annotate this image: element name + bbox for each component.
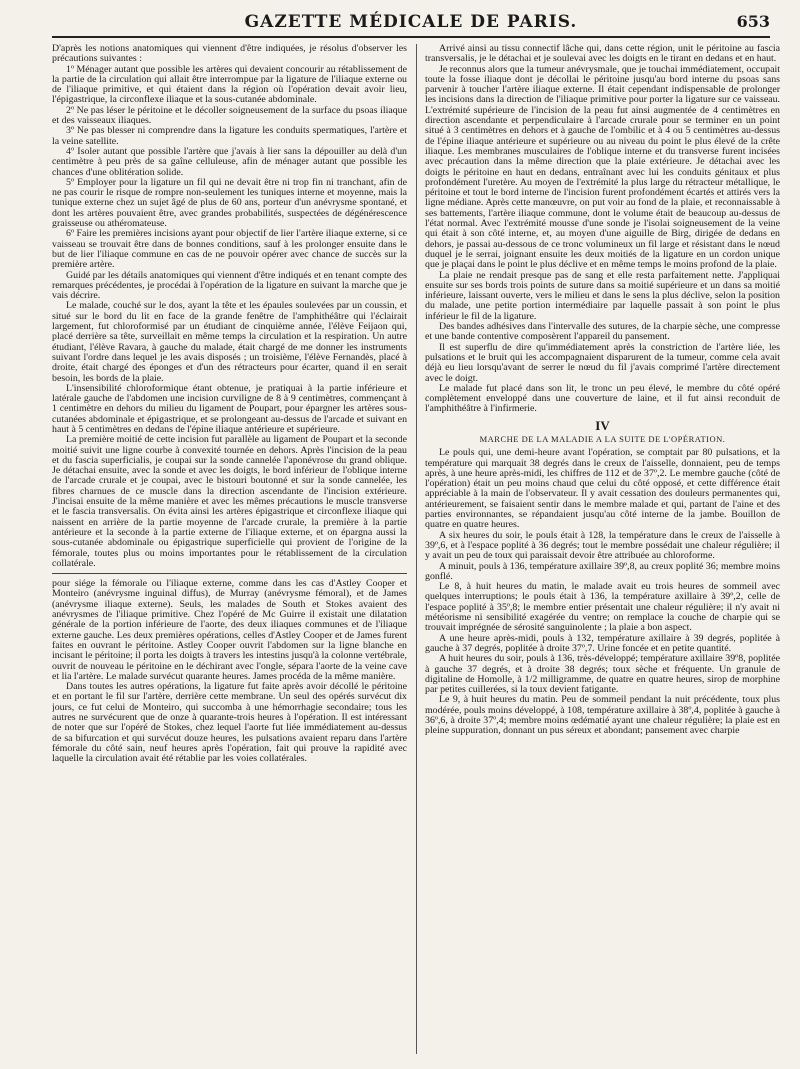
section-number: IV bbox=[595, 417, 610, 433]
right-column bbox=[425, 44, 780, 1054]
paragraph: 1º Ménager autant que possible les artères qui devaient concourir au rétablissement de la partie de la circulation qui allait être interrompue par la ligature de l'iliaque externe ou de l'iliaque primitive, et qui étaient dans la région où l'opération devait avoir lieu, l'épigastrique, la circonflexe iliaque et la sous-cutanée abdominale. bbox=[52, 63, 407, 106]
paragraph: D'après les notions anatomiques qui viennent d'être indiquées, je résolus d'observer les précautions suivantes : bbox=[52, 44, 407, 65]
paragraph: Le pouls qui, une demi-heure avant l'opération, se comptait par 80 pulsations, et la température qui marquait 38 degrés dans le creux de l'aisselle, donnaient, peu de temps après, à une heure après-midi, les chiffres de 112 et de 37º,2. Le membre gauche (côté de l'opération) était un peu moins chaud que celui du côté opposé, et cette différence était appréciable à la main de l'observateur. Il y avait cessation des douleurs permanentes qui, antérieurement, se faisaient sentir dans le membre malade et qui, partant de l'aine et des parties environnantes, se répandaient jusqu'au côté interne de la jambe. Bouillon de quatre en quatre heures. bbox=[425, 447, 780, 531]
left-upper-text bbox=[52, 44, 407, 569]
paragraph: Guidé par les détails anatomiques qui viennent d'être indiqués et en tenant compte des remarques précédentes, je procédai à l'opération de la ligature en suivant la marche que je vais décrire. bbox=[52, 269, 407, 302]
paragraph: Le 8, à huit heures du matin, le malade avait eu trois heures de sommeil avec quelques interruptions; le pouls était à 136, la température axillaire à 39º,2, celle de l'espace poplité à 35º,8; le membre entier présentait une chaleur régulière; il n'y avait ni météorisme ni sensibilité exagérée du ventre; on remplace la couche de charpie qui se trouvait imprégnée de sérosité sanguinolente ; la plaie a bon aspect. bbox=[425, 581, 780, 634]
paragraph: A six heures du soir, le pouls était à 128, la température dans le creux de l'aisselle à 39º,6, et à l'espace poplité à 36 degrés; tout le membre possédait une chaleur régulière; il y avait un peu de toux qui paraissait devoir être attribuée au chloroforme. bbox=[425, 529, 780, 562]
paragraph: A huit heures du soir, pouls à 136, très-développé; température axillaire 39º8, poplitée à gauche 37 degrés, et à droite 38 degrés; toux sèche et fréquente. Un granule de digitaline de Homolle, à 1/2 milligramme, de quatre en quatre heures, sirop de morphine par petites cuillerées, si la toux devient fatigante. bbox=[425, 653, 780, 696]
paragraph: Le malade fut placé dans son lit, le tronc un peu élevé, le membre du côté opéré complètement enveloppé dans une couverture de laine, et il fut ainsi reconduit de l'amphithéâtre à l'infirmerie. bbox=[425, 382, 780, 415]
journal-title: GAZETTE MÉDICALE DE PARIS. bbox=[244, 12, 578, 32]
paragraph: Le malade, couché sur le dos, ayant la tête et les épaules soulevées par un coussin, et situé sur le bord du lit en face de la grande fenêtre de l'amphithéâtre qui l'éclairait largement, fut chloroformisé par un étudiant de cinquième année, l'élève Feijaon qui, placé derrière sa tête, surveillait en même temps la circulation et la respiration. Un autre étudiant, l'élève Ravara, à gauche du malade, était chargé de me donner les instruments suivant l'ordre dans lequel je les avais disposés ; un troisième, l'élève Fernandès, placé à droite, était chargé des éponges et d'un des rétracteurs pour écarter, quand il en serait besoin, les bords de la plaie. bbox=[52, 300, 407, 384]
column-divider bbox=[52, 573, 407, 574]
paragraph: La plaie ne rendait presque pas de sang et elle resta parfaitement nette. J'appliquai ensuite sur ses bords trois points de suture dans sa moitié supérieure et un dans sa moitié inférieure, laissant ouverte, vers le milieu et dans le sens la plus déclive, selon la position du malade, une petite portion intermédiaire par laquelle passait à son point le plus inférieur le fil de la ligature. bbox=[425, 269, 780, 322]
paragraph: 3º Ne pas blesser ni comprendre dans la ligature les conduits spermatiques, l'artère et la veine satellite. bbox=[52, 125, 407, 147]
paragraph: Il est superflu de dire qu'immédiatement après la constriction de l'artère liée, les pulsations et le bruit qui les accompagnaient disparurent de la tumeur, comme cela avait déjà eu lieu lorsqu'avant de serrer le nœud du fil j'avais comprimé l'artère directement avec le doigt. bbox=[425, 341, 780, 384]
paragraph: Le 9, à huit heures du matin. Peu de sommeil pendant la nuit précédente, toux plus modérée, pouls moins développé, à 108, température axillaire à 38º,4, poplitée à gauche à 36º,6, à droite 37º,4; membre moins œdématié ayant une chaleur régulière; la plaie est en pleine suppuration, donnant un pus séreux et abondant; pansement avec charpie bbox=[425, 694, 780, 737]
paragraph: pour siége la fémorale ou l'iliaque externe, comme dans les cas d'Astley Cooper et Monteiro (anévrysme inguinal diffus), de Murray (anévrysme fémoral), et de James (anévrysme iliaque externe). Seuls, les malades de South et Stokes avaient des anévrysmes de l'iliaque primitive. Chez l'opéré de Mc Guirre il existait une dilatation générale de la portion inférieure de l'aorte, des deux iliaques communes et de l'iliaque externe gauche. Les deux premières opérations, celles d'Astley Cooper et de James furent faites en ouvrant le péritoine. Astley Cooper ouvrit l'abdomen sur la ligne blanche en incisant le péritoine; il porta les doigts à travers les intestins jusqu'à la colonne vertébrale, ouvrit de nouveau le péritoine en le déchirant avec l'ongle, sépara l'aorte de la veine cave et lia l'artère. Le malade survécut quarante heures. James procéda de la même manière. bbox=[52, 578, 407, 682]
left-lower-text bbox=[52, 579, 407, 764]
paragraph: 5º Employer pour la ligature un fil qui ne devait être ni trop fin ni tranchant, afin de ne pas courir le risque de rompre non-seulement les tuniques interne et moyenne, mais la tunique externe chez un sujet âgé de plus de 60 ans, porteur d'un anévrysme spontané, et dont les artères pouvaient être, avec grandes probabilités, suspectées de dégénérescence graisseuse ou athéromateuse. bbox=[52, 176, 407, 230]
paragraph: Des bandes adhésives dans l'intervalle des sutures, de la charpie sèche, une compresse et une bande contentive composèrent l'appareil du pansement. bbox=[425, 321, 780, 343]
paragraph: L'insensibilité chloroformique étant obtenue, je pratiquai à la partie inférieure et latérale gauche de l'abdomen une incision curviligne de 8 à 9 centimètres, commençant à 1 centimètre en dehors du milieu du ligament de Poupart, pour épargner les artères sous-cutanées abdominale et épigastrique, et se prolongeant au-dessus de l'arcade et suivant en haut à 5 centimètres en dedans de l'épine iliaque antérieure et supérieure. bbox=[52, 382, 407, 435]
paragraph: 4º Isoler autant que possible l'artère que j'avais à lier sans la dépouiller au delà d'un centimètre à peu près de sa gaîne celluleuse, afin de ménager autant que possible les chances d'une oblitération solide. bbox=[52, 145, 407, 178]
paragraph: Je reconnus alors que la tumeur anévrysmale, que je touchai immédiatement, occupait toute la fosse iliaque dont je décollai le péritoine jusqu'au bord interne du psoas sans parvenir à toucher l'artère iliaque externe. Il était cependant indispensable de prolonger les incisions dans la direction de l'iliaque primitive pour porter la ligature sur ce vaisseau. L'extrémité supérieure de l'incision de la peau fut ainsi augmentée de 4 centimètres en direction ascendante et perpendiculaire à l'arcade crurale pour se terminer en un point situé à 3 centimètres en dehors et à gauche de l'ombilic et à 4 ou 5 centimètres au-dessus de l'épine iliaque antérieure et supérieure ou au niveau du point le plus élevé de la crête iliaque. Les membranes musculaires de l'oblique interne et du transverse furent incisées avec précaution dans la même direction que la plaie extérieure. Je détachai avec les doigts le péritoine en haut en dedans, entraînant avec lui les conduits génitaux et plus profondément l'uretère. Au moyen de l'extrémité la plus large du rétracteur métallique, le péritoine et tout le bord interne de l'incision furent profondément écartés et attirés vers la ligne médiane. Après cette manœuvre, on put voir au fond de la plaie, et reconnaissable à ses battements, l'artère iliaque commune, dont le volume était de beaucoup au-dessus de l'état normal. Avec l'extrémité mousse d'une sonde je l'isolai soigneusement de la veine qui était à son côté interne, et, au moyen d'une aiguille de Birg, dirigée de dedans en dehors, je passai au-dessous de ce tronc volumineux un fil large et résistant dans le nœud duquel je le serrai, joignant ensuite les deux moitiés de la ligature en un cordon unique que je plaçai dans le point le plus déclive et en même temps le moins profond de la plaie. bbox=[425, 63, 780, 271]
paragraph: 6º Faire les premières incisions ayant pour objectif de lier l'artère iliaque externe, si ce vaisseau se trouvait être dans de bonnes conditions, sauf à les prolonger ensuite dans le but de lier l'iliaque commune en cas de ne pouvoir opérer avec chance de succès sur la première artère. bbox=[52, 228, 407, 271]
left-column bbox=[52, 44, 407, 1054]
paragraph: Arrivé ainsi au tissu connectif lâche qui, dans cette région, unit le péritoine au fascia transversalis, je le détachai et je soulevai avec les doigts en le tirant en dedans et en haut. bbox=[425, 44, 780, 65]
paragraph: 2º Ne pas léser le péritoine et le décoller soigneusement de la surface du psoas iliaque et des vaisseaux iliaques. bbox=[52, 104, 407, 127]
page-header bbox=[52, 10, 770, 38]
paragraph: A minuit, pouls à 136, température axillaire 39º,8, au creux poplité 36; membre moins gonflé. bbox=[425, 560, 780, 582]
paragraph: La première moitié de cette incision fut parallèle au ligament de Poupart et la seconde moitié suivit une ligne courbe à convexité tournée en dehors. Après l'incision de la peau et du fascia superficialis, je coupai sur la sonde cannelée l'aponévrose du grand oblique. Je détachai ensuite, avec la sonde et avec les doigts, le bord inférieur de l'oblique interne de l'arcade crurale et je coupai, avec le bistouri boutonné et sur la sonde cannelée, les fibres charnues de ce muscle dans la direction ascendante de l'incision extérieure. J'incisai ensuite de la même manière et avec les mêmes précautions le muscle transverse et le fascia transversalis. On évita ainsi les artères épigastrique et circonflexe iliaque qui naissent en arrière de la partie moyenne de l'arcade crurale, la première à la partie antérieure et la seconde à la partie externe de l'iliaque externe, et on épargna aussi la sous-cutanée abdominale ou épigastrique superficielle qui provient de l'origine de la fémorale, toutes plus ou moins importantes pour le rétablissement de la circulation collatérale. bbox=[52, 434, 407, 569]
page-number: 653 bbox=[736, 12, 770, 31]
section-title: MARCHE DE LA MALADIE A LA SUITE DE L'OPÉRATION. bbox=[479, 433, 726, 444]
paragraph: A une heure après-midi, pouls à 132, température axillaire à 39 degrés, poplitée à gauche à 37 degrés, poplitée à droite 37º,7. Urine foncée et en petite quantité. bbox=[425, 632, 780, 654]
paragraph: Dans toutes les autres opérations, la ligature fut faite après avoir décollé le péritoine et en portant le fil sur l'artère, derrière cette membrane. Un seul des opérés survécut dix jours, ce fut celui de Monteiro, qui succomba à une hémorrhagie secondaire; tous les autres ne survécurent que de onze à quarante-trois heures à l'opération. Il est intéressant de noter que sur l'opéré de Stokes, chez lequel l'aorte fut liée immédiatement au-dessus de sa bifurcation et qui survécut douze heures, les pulsations avaient reparu dans l'artère fémorale du côté sain, neuf heures après l'opération, fait qui prouve la rapidité avec laquelle la circulation avait été rétablie par les voies collatérales. bbox=[52, 681, 407, 765]
column-separator bbox=[416, 44, 417, 1054]
